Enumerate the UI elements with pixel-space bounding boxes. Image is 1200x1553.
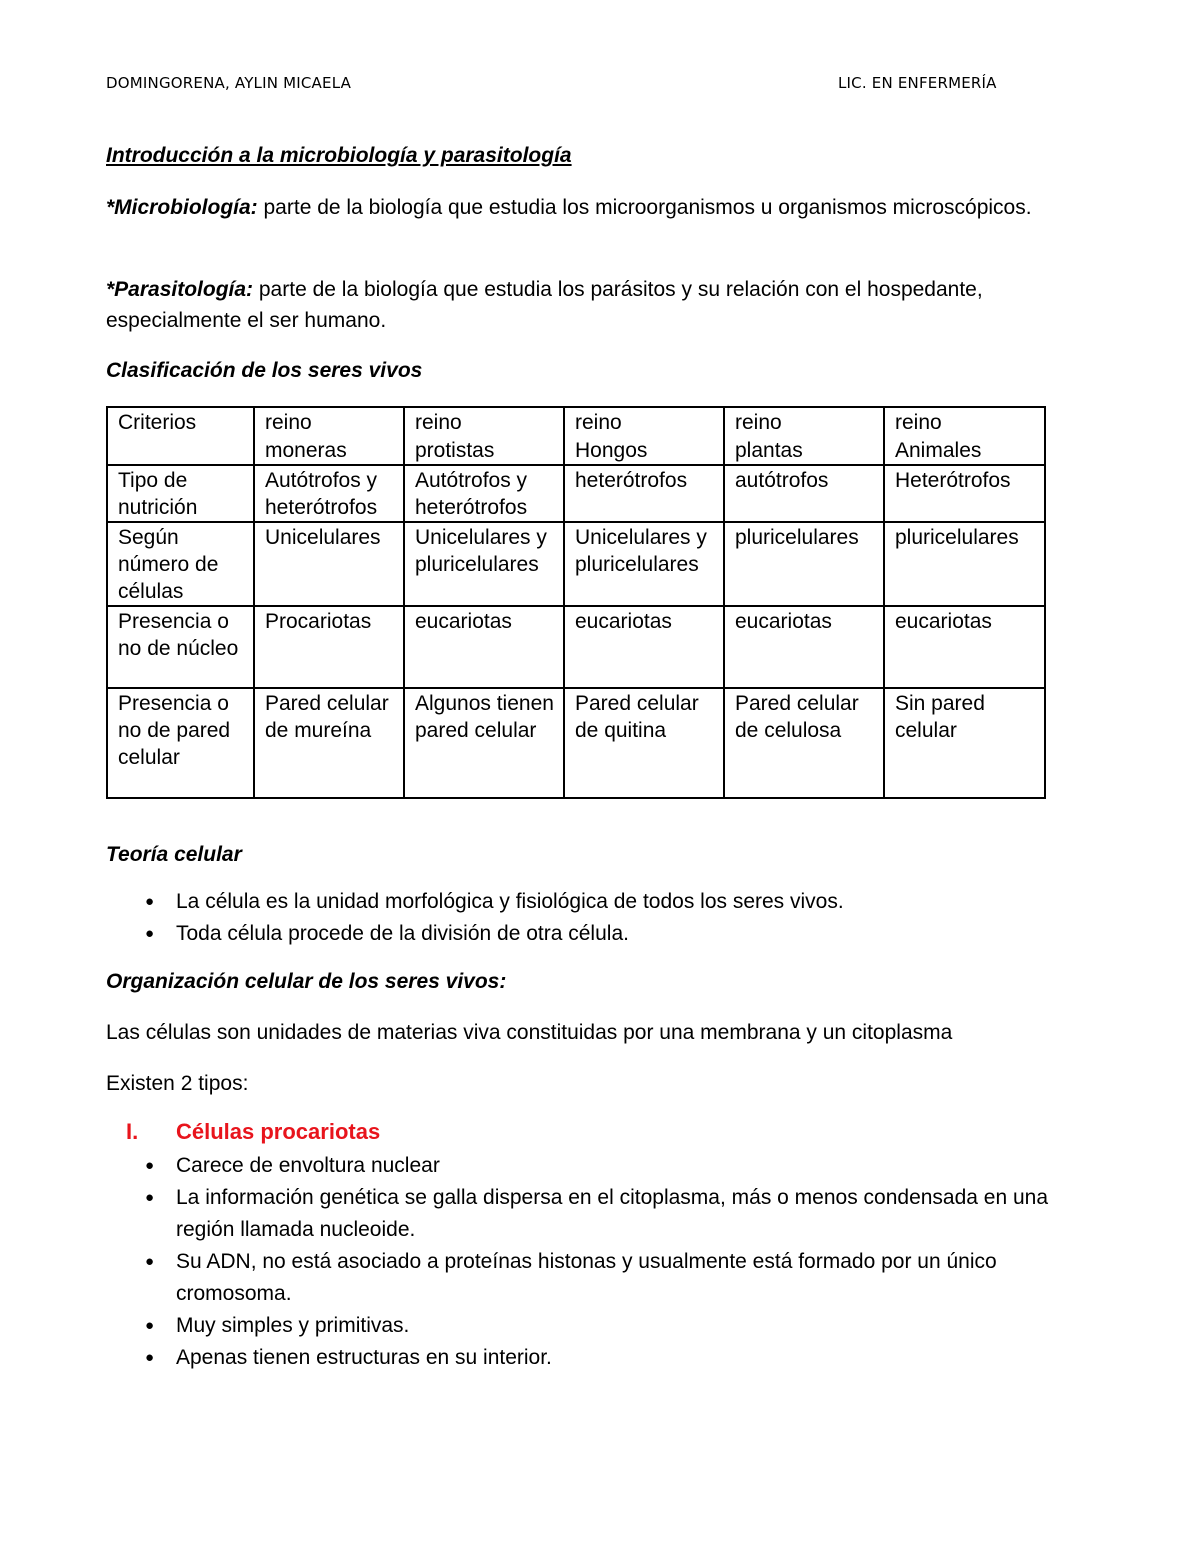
list-item: ● Su ADN, no está asociado a proteínas histonas y usualmente está formado por un único cromosoma. (106, 1246, 1106, 1310)
teoria-list (106, 886, 1106, 950)
table-header-cell: Hongos (564, 436, 724, 465)
table-header-cell: plantas (724, 436, 884, 465)
table-header-cell (107, 436, 254, 465)
table-header-cell: reino (254, 407, 404, 436)
table-header-row (107, 407, 1045, 436)
table-header-row (107, 436, 1045, 465)
table-cell: Según número de células (107, 522, 254, 606)
section-title: Células procariotas (176, 1119, 381, 1144)
bullet-icon: ● (145, 1253, 155, 1270)
table-cell: Pared celular de mureína (254, 688, 404, 798)
table-cell: Heterótrofos (884, 465, 1045, 522)
table-cell: Autótrofos y heterótrofos (404, 465, 564, 522)
table-header-cell: protistas (404, 436, 564, 465)
bullet-icon: ● (145, 1157, 155, 1174)
list-item: ● Muy simples y primitivas. (106, 1310, 1106, 1342)
table-cell: Presencia o no de núcleo (107, 606, 254, 688)
organizacion-text: Las células son unidades de materias viva constituidas por una membrana y un citoplasma (106, 1021, 953, 1044)
table-cell: eucariotas (564, 606, 724, 688)
table-header-cell: Criterios (107, 407, 254, 436)
table-cell: Sin pared celular (884, 688, 1045, 798)
bullet-icon: ● (145, 1189, 155, 1206)
table-row (107, 606, 1045, 688)
table-cell: Pared celular de quitina (564, 688, 724, 798)
table-header-cell: reino (404, 407, 564, 436)
table-cell: eucariotas (724, 606, 884, 688)
bullet-icon: ● (145, 893, 155, 910)
table-cell: Procariotas (254, 606, 404, 688)
organizacion-types: Existen 2 tipos: (106, 1072, 249, 1095)
table-header-cell: reino (724, 407, 884, 436)
table-row (107, 688, 1045, 798)
table-row (107, 522, 1045, 606)
bullet-icon: ● (145, 925, 155, 942)
table-cell: heterótrofos (564, 465, 724, 522)
table-cell: Unicelulares (254, 522, 404, 606)
classification-table (106, 406, 1046, 799)
bullet-icon: ● (145, 1317, 155, 1334)
table-row (107, 465, 1045, 522)
roman-numeral: I. (126, 1119, 139, 1144)
header-career: LIC. EN ENFERMERÍA (838, 74, 997, 92)
table-cell: Unicelulares y pluricelulares (564, 522, 724, 606)
definition-term: *Microbiología: (106, 196, 258, 219)
table-cell: eucariotas (884, 606, 1045, 688)
list-item: ● Carece de envoltura nuclear (106, 1150, 1106, 1182)
procariotas-list (106, 1150, 1106, 1374)
table-cell: Pared celular de celulosa (724, 688, 884, 798)
table-header-cell: reino (884, 407, 1045, 436)
organizacion-heading: Organización celular de los seres vivos: (106, 970, 507, 993)
definition-parasitologia (106, 274, 1096, 336)
classification-heading: Clasificación de los seres vivos (106, 359, 423, 382)
table-cell: autótrofos (724, 465, 884, 522)
table-cell: Presencia o no de pared celular (107, 688, 254, 798)
table-cell: pluricelulares (724, 522, 884, 606)
table-cell: Autótrofos y heterótrofos (254, 465, 404, 522)
table-cell: Tipo de nutrición (107, 465, 254, 522)
teoria-heading: Teoría celular (106, 843, 242, 866)
table-cell: Unicelulares y pluricelulares (404, 522, 564, 606)
definition-text: parte de la biología que estudia los microorganismos u organismos microscópicos. (257, 196, 1032, 219)
document-title: Introducción a la microbiología y parasitología (106, 144, 572, 167)
definition-text: parte de la biología que estudia los parásitos y su relación con el hospedante, especialmente el ser humano. (106, 278, 983, 332)
table-header-cell: Animales (884, 436, 1045, 465)
list-item: ● Apenas tienen estructuras en su interior. (106, 1342, 1106, 1374)
table-cell: Algunos tienen pared celular (404, 688, 564, 798)
bullet-icon: ● (145, 1349, 155, 1366)
list-item: ● La información genética se galla dispersa en el citoplasma, más o menos condensada en una región llamada nucleoide. (106, 1182, 1106, 1246)
table-header-cell: moneras (254, 436, 404, 465)
list-item: ● La célula es la unidad morfológica y fisiológica de todos los seres vivos. (106, 886, 1106, 918)
procariotas-heading (126, 1119, 380, 1145)
header-author: DOMINGORENA, AYLIN MICAELA (106, 74, 352, 92)
table-header-cell: reino (564, 407, 724, 436)
table-cell: pluricelulares (884, 522, 1045, 606)
definition-microbiologia (106, 192, 1096, 223)
list-item: ● Toda célula procede de la división de otra célula. (106, 918, 1106, 950)
definition-term: *Parasitología: (106, 278, 254, 301)
table-cell: eucariotas (404, 606, 564, 688)
